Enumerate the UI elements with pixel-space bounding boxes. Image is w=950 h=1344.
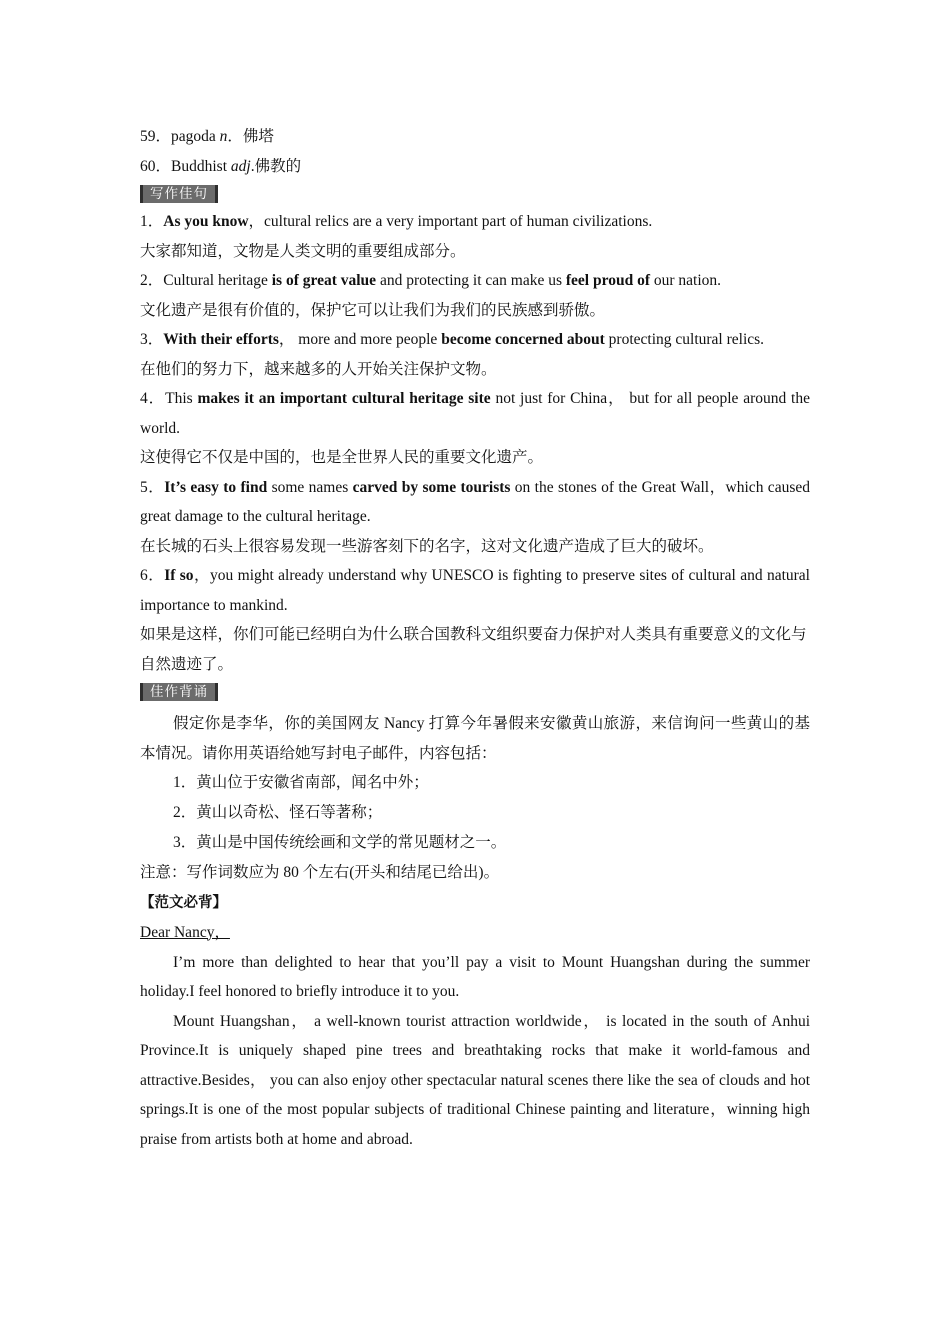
vocab-meaning: 佛教的 [254, 157, 302, 175]
vocab-pos: adj [230, 157, 251, 175]
vocab-separator: . [250, 157, 255, 175]
sentence-text: ，cultural relics are a very important part of human civilizations. [248, 213, 653, 230]
sentence-text: some names [267, 478, 353, 496]
task-note: 注意：写作词数应为 80 个左右(开头和结尾已给出)。 [140, 864, 500, 881]
sentence-number: 2． [140, 272, 164, 289]
sentence-number: 5． [140, 478, 165, 496]
section-badge-row [140, 181, 810, 207]
sentence-text: not just for China， but for all people around the world. [140, 390, 810, 437]
vocab-word: Buddhist [171, 157, 231, 175]
key-phrase: If so [164, 567, 194, 584]
model-essay-heading: 【范文必背】 [140, 894, 227, 911]
sentence-number: 6． [140, 567, 165, 584]
sentence-item [140, 561, 810, 620]
vocab-pos: n [219, 128, 228, 145]
sentence-number: 1． [140, 213, 164, 230]
task-point: 2．黄山以奇松、怪石等著称； [173, 804, 383, 821]
letter-paragraph: I’m more than delighted to hear that you’ll pay a visit to Mount Huangshan during the summer holiday.I feel honored to briefly introduce it to you. [140, 953, 810, 1000]
sentence-text: protecting cultural relics. [604, 331, 765, 348]
vocab-separator: ． [227, 128, 243, 145]
section-title-model-essay: 佳作背诵 [140, 683, 218, 701]
vocab-number: 59． [140, 128, 172, 145]
sentence-text: on the stones of the Great Wall，which caused great damage to the cultural heritage. [140, 478, 810, 525]
section-badge-row [140, 679, 810, 705]
sentence-item [140, 473, 810, 532]
letter-salutation: Dear Nancy， [140, 923, 230, 941]
key-phrase: With their efforts [163, 331, 279, 348]
sentence-number: 3． [140, 331, 164, 348]
key-phrase: feel proud of [565, 272, 650, 289]
sentence-text: ， more and more people [278, 331, 442, 348]
section-title-writing-sentences: 写作佳句 [140, 185, 218, 203]
sentence-item [140, 325, 810, 355]
document-page [140, 122, 810, 1154]
sentence-text: Cultural heritage [163, 272, 272, 289]
sentence-text: our nation. [650, 272, 722, 289]
sentence-translation: 大家都知道，文物是人类文明的重要组成部分。 [140, 242, 466, 260]
sentence-translation: 如果是这样，你们可能已经明白为什么联合国教科文组织要奋力保护对人类具有重要意义的文化与自然遗迹了。 [140, 626, 807, 673]
key-phrase: makes it an important cultural heritage site [197, 390, 491, 407]
task-point: 3．黄山是中国传统绘画和文学的常见题材之一。 [173, 834, 507, 851]
sentence-text: ，you might already understand why UNESCO is fighting to preserve sites of cultural and natural importance to mankind. [140, 567, 810, 614]
task-intro: 假定你是李华，你的美国网友 Nancy 打算今年暑假来安徽黄山旅游，来信询问一些黄山的基本情况。请你用英语给她写封电子邮件，内容包括： [140, 715, 810, 762]
key-phrase: become concerned about [441, 331, 605, 348]
key-phrase: is of great value [271, 272, 377, 289]
key-phrase: It’s easy to find [164, 478, 268, 496]
sentence-number: 4． [140, 390, 166, 407]
letter-paragraph: Mount Huangshan， a well-known tourist attraction worldwide， is located in the south of Anhui Province.It is uniquely shaped pine trees and breathtaking rocks that make it world-famous and attractive.Besides， you can also enjoy other spectacular natural scenes there like the sea of clouds and hot springs.It is one of the most popular subjects of traditional Chinese painting and literature，winning high praise from artists both at home and abroad. [140, 1012, 810, 1148]
sentence-translation: 这使得它不仅是中国的，也是全世界人民的重要文化遗产。 [140, 449, 544, 466]
sentence-list [140, 207, 810, 679]
sentence-item [140, 384, 810, 443]
sentence-item [140, 207, 810, 237]
sentence-translation: 在长城的石头上很容易发现一些游客刻下的名字，这对文化遗产造成了巨大的破坏。 [140, 537, 714, 555]
vocab-meaning: 佛塔 [242, 128, 274, 145]
task-point: 1．黄山位于安徽省南部，闻名中外； [173, 774, 429, 791]
sentence-item [140, 266, 810, 296]
sentence-text: This [165, 390, 198, 407]
key-phrase: As you know [163, 213, 249, 230]
vocab-number: 60． [140, 157, 172, 175]
sentence-translation: 文化遗产是很有价值的，保护它可以让我们为我们的民族感到骄傲。 [140, 301, 606, 319]
sentence-translation: 在他们的努力下，越来越多的人开始关注保护文物。 [140, 360, 497, 378]
vocab-item [140, 122, 810, 152]
vocab-word: pagoda [171, 128, 220, 145]
sentence-text: and protecting it can make us [376, 272, 566, 289]
vocab-item [140, 152, 810, 182]
key-phrase: carved by some tourists [352, 478, 511, 496]
